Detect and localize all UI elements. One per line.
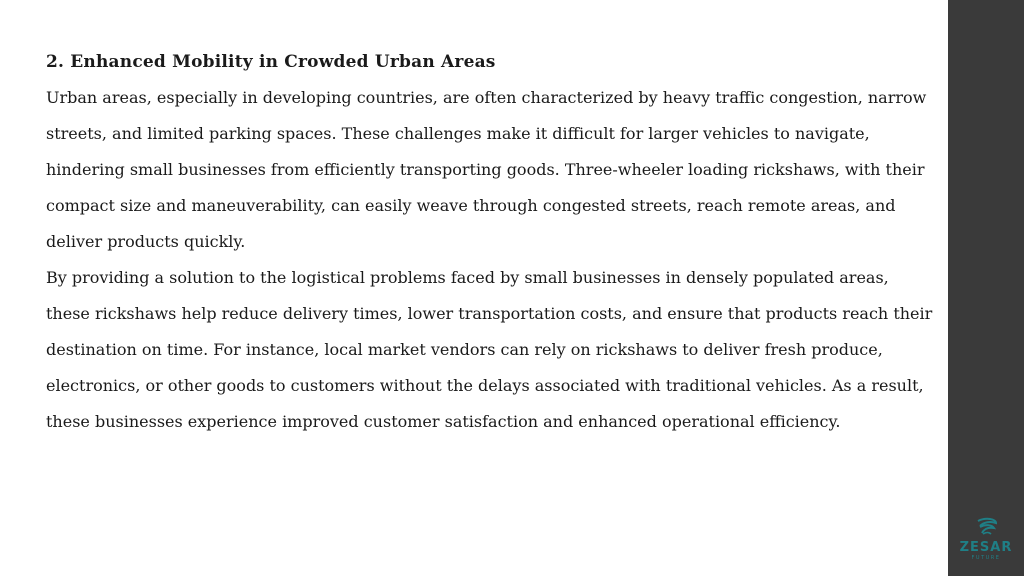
slide-content bbox=[46, 44, 936, 440]
brand-logo bbox=[948, 517, 1024, 562]
wing-swirl-icon bbox=[972, 517, 1000, 539]
body-paragraph-1: Urban areas, especially in developing countries, are often characterized by heavy traffic congestion, narrow streets, and limited parking spaces. These challenges make it difficult for larger vehicles to navigate, hindering small businesses from efficiently transporting goods. Three-wheeler loading rickshaws, with their compact size and maneuverability, can easily weave through congested streets, reach remote areas, and deliver products quickly. bbox=[46, 88, 927, 251]
section-heading: 2. Enhanced Mobility in Crowded Urban Areas bbox=[46, 52, 496, 72]
logo-wordmark: ZESAR bbox=[959, 540, 1013, 555]
body-paragraph-2: By providing a solution to the logistical problems faced by small businesses in densely populated areas, these rickshaws help reduce delivery times, lower transportation costs, and ensure that products reach their destination on time. For instance, local market vendors can rely on rickshaws to deliver fresh produce, electronics, or other goods to customers without the delays associated with traditional vehicles. As a result, these businesses experience improved customer satisfaction and enhanced operational efficiency. bbox=[46, 268, 933, 431]
logo-tagline: FUTURE bbox=[971, 555, 1001, 561]
right-sidebar bbox=[948, 0, 1024, 576]
